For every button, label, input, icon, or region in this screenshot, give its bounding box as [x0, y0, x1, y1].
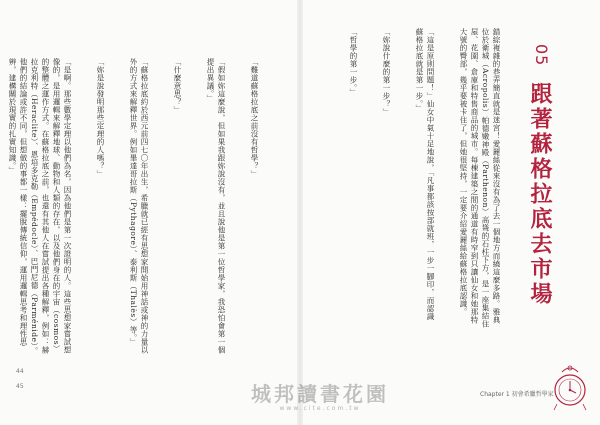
page-number-right: 45 — [16, 383, 24, 390]
footer-chapter-label: Chapter 1 初會希臘哲學家 — [480, 391, 554, 398]
paragraph: 「蘇格拉底約於西元前四七〇年出生，希臘就已經有思想家開始用神話或神的力量以外的方式來解釋世界。例如畢達哥拉斯（Pythagore）、泰利斯（Thalès）等。」 — [129, 58, 149, 354]
watermark-url: www.cite.com.tw — [279, 405, 361, 412]
paragraph: 「妳是說發明那些定理的人嗎？」 — [96, 58, 105, 178]
paragraph: 「哲學的第一步。」 — [349, 28, 358, 97]
watermark — [235, 378, 405, 412]
paragraph: 「是啊。那些數學定理以他們為名，因為他們是第一次證明的人。這些思想家嘗試想像的，是用邏輯來解釋地球、動物和人類的存在，以及他們身在的宇宙（cosmos）的整體之運作方式。在蘇格拉底之前，也還有其他人在嘗試提出各種解釋，例如：赫拉克利特（Heraclite）、恩培多克勒（Empédocle）、巴門尼德（Parménide）。他們的結論或許不同，但想做的事都一樣：擺脫傳統信仰，運用邏輯思考和理性思辨，建構關於現實的扎實知識。」 — [8, 58, 72, 355]
clock-compass-ornament-icon — [548, 360, 592, 412]
watermark-title: 城邦讀書花園 — [251, 382, 389, 406]
paragraph: 「妳說什麼的第一步？」 — [382, 28, 391, 116]
paragraph: 錯綜複雜的巷弄簡直就是迷宮！愛麗絲從來沒有為了去一個地方而繞這麼多路。雅典位於衛城（Acropolis）帕德嫩神殿（Parthenon）高聳的石柱下方，是一座集結住屋、花園、倉庫和特售商品的城市。每棟建築之間的通道有時窄到只讓仙女和她那特大號的臀部，幾乎要被卡住了，但她很堅持，一定要介紹愛麗絲給蘇格拉底認識。 — [459, 28, 501, 328]
chapter-title: 跟著蘇格拉底去市場 — [527, 82, 553, 307]
right-page-body — [349, 28, 524, 328]
paragraph: 「這是原則問題！」仙女中氣十足地說，「凡事都該按部就班，一步一腳印，而認識蘇格拉底就是第一步。」 — [415, 28, 435, 321]
paragraph: 「什麼意思？」 — [173, 58, 182, 114]
book-gutter — [297, 0, 303, 425]
paragraph: 「假如妳這麼說，但如果我跟妳說沒有，並且說他是第一位哲學家，我恐怕會第一個提出異議。」 — [206, 58, 226, 354]
chapter-number: 05 — [532, 44, 551, 67]
page-number-left: 44 — [16, 368, 24, 375]
paragraph: 「難道蘇格拉底之前沒有哲學？」 — [250, 58, 259, 178]
left-page-body — [8, 58, 282, 358]
